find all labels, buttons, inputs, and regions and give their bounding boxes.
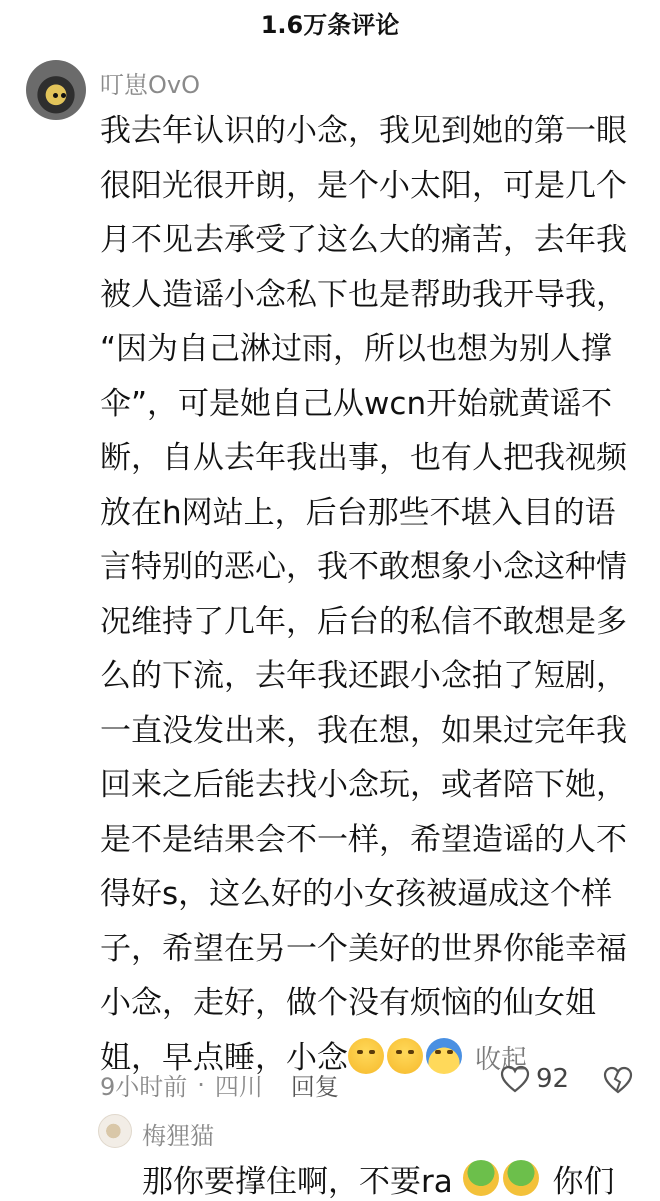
like-count: 92 xyxy=(536,1064,570,1094)
comment-line: 被人造谣小念私下也是帮助我开导我， xyxy=(100,276,627,313)
avatar[interactable] xyxy=(98,1114,132,1148)
crying-face-icon xyxy=(426,1038,462,1074)
comment-line-text: 姐，早点睡，小念 xyxy=(100,1039,348,1076)
avatar[interactable] xyxy=(26,60,86,120)
comments-header xyxy=(0,0,660,44)
comment-line: 伞”，可是她自己从wcn开始就黄谣不 xyxy=(100,385,613,422)
comment-line: 言特别的恶心，我不敢想象小念这种情 xyxy=(100,549,627,585)
comment-line: 小念，走好，做个没有烦恼的仙女姐 xyxy=(100,985,596,1021)
pleading-face-icon xyxy=(387,1038,423,1074)
sticker-icon xyxy=(463,1160,499,1196)
comment-meta xyxy=(100,1067,339,1102)
reply-text-end: 你们 xyxy=(552,1164,615,1200)
comment-time: 9小时前 xyxy=(100,1073,188,1101)
meta-separator: · xyxy=(197,1070,205,1099)
reply-text-start: 那你要撑住啊，不要ra xyxy=(142,1164,453,1200)
dislike-button[interactable] xyxy=(603,1066,633,1098)
comment-line: 月不见去承受了这么大的痛苦，去年我 xyxy=(100,222,627,258)
comment-line: 么的下流，去年我还跟小念拍了短剧， xyxy=(100,658,627,694)
reply-button[interactable]: 回复 xyxy=(290,1073,339,1101)
comment-line: 我去年认识的小念，我见到她的第一眼 xyxy=(100,113,627,149)
sticker-icon xyxy=(503,1160,539,1196)
comment-line: 是不是结果会不一样，希望造谣的人不 xyxy=(100,821,627,858)
comment-body xyxy=(100,104,640,1085)
collapse-link[interactable]: 收起 xyxy=(475,1044,528,1075)
comment-username[interactable]: 叮崽OvO xyxy=(100,71,200,99)
broken-heart-icon xyxy=(603,1066,633,1094)
comment-line: 断，自从去年我出事，也有人把我视频 xyxy=(100,440,627,476)
comment-location: 四川 xyxy=(214,1073,263,1101)
comment-count-title: 1.6万条评论 xyxy=(260,10,400,39)
heart-icon xyxy=(500,1065,530,1093)
comment-line: 一直没发出来，我在想，如果过完年我 xyxy=(100,712,627,749)
comment-line: 很阳光很开朗，是个小太阳，可是几个 xyxy=(100,167,627,204)
comment-line: 子，希望在另一个美好的世界你能幸福 xyxy=(100,930,627,967)
comment-line: 放在h网站上，后台那些不堪入目的语 xyxy=(100,494,616,531)
comment-line: 得好s，这么好的小女孩被逼成这个样 xyxy=(100,876,613,912)
reply-username[interactable]: 梅狸猫 xyxy=(142,1122,214,1150)
pleading-face-icon xyxy=(348,1038,384,1074)
reply-text xyxy=(142,1156,614,1201)
comment-line: 回来之后能去找小念玩，或者陪下她， xyxy=(100,767,627,803)
comment-line: 况维持了几年，后台的私信不敢想是多 xyxy=(100,603,627,640)
like-button[interactable] xyxy=(500,1064,569,1094)
comment-line: “因为自己淋过雨，所以也想为别人撑 xyxy=(100,331,613,367)
